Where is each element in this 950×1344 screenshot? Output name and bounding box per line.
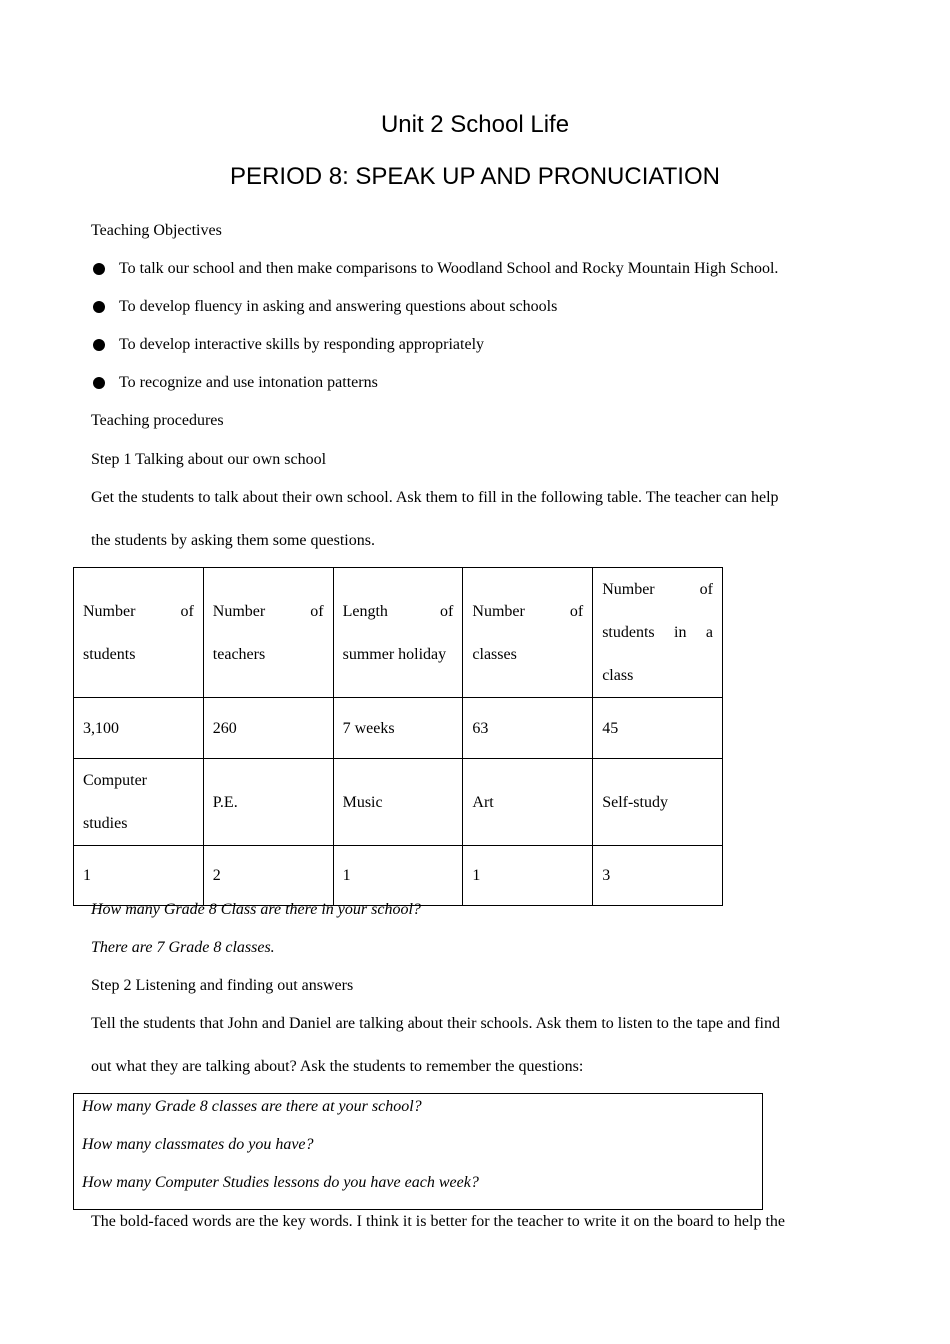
table-row bbox=[74, 568, 723, 698]
table-cell: 45 bbox=[593, 698, 723, 759]
table-cell: 63 bbox=[463, 698, 593, 759]
table-cell: P.E. bbox=[203, 759, 333, 846]
table-row bbox=[74, 846, 723, 906]
table-cell: 260 bbox=[203, 698, 333, 759]
table-cell: Art bbox=[463, 759, 593, 846]
table-cell: 1 bbox=[333, 846, 463, 906]
bullet-icon bbox=[93, 377, 105, 389]
question-item: How many Grade 8 classes are there at your school? bbox=[82, 1098, 422, 1115]
procedures-heading: Teaching procedures bbox=[91, 412, 224, 429]
table-cell: 3 bbox=[593, 846, 723, 906]
table-cell: Number of students bbox=[74, 568, 204, 698]
table-cell: 3,100 bbox=[74, 698, 204, 759]
table-cell: 1 bbox=[74, 846, 204, 906]
table-cell: Music bbox=[333, 759, 463, 846]
question-item: How many classmates do you have? bbox=[82, 1136, 314, 1153]
bullet-icon bbox=[93, 339, 105, 351]
closing-paragraph: The bold-faced words are the key words. I think it is better for the teacher to write it on the board to help the bbox=[91, 1213, 785, 1230]
table-row bbox=[74, 698, 723, 759]
table-cell: Number of students in a class bbox=[593, 568, 723, 698]
table-cell: 2 bbox=[203, 846, 333, 906]
table-cell: 7 weeks bbox=[333, 698, 463, 759]
table-cell: Self-study bbox=[593, 759, 723, 846]
step2-text: out what they are talking about? Ask the students to remember the questions: bbox=[91, 1058, 584, 1075]
period-title: PERIOD 8: SPEAK UP AND PRONUCIATION bbox=[230, 163, 720, 190]
objective-item: To develop interactive skills by responding appropriately bbox=[119, 336, 485, 353]
example-question: How many Grade 8 Class are there in your school? bbox=[91, 901, 421, 918]
question-item: How many Computer Studies lessons do you have each week? bbox=[82, 1174, 479, 1191]
step1-text: the students by asking them some questions. bbox=[91, 532, 375, 549]
step1-text: Get the students to talk about their own school. Ask them to fill in the following table. The teacher can help bbox=[91, 489, 779, 506]
objectives-heading: Teaching Objectives bbox=[91, 222, 222, 239]
table-cell: Number of teachers bbox=[203, 568, 333, 698]
school-info-table bbox=[73, 567, 723, 906]
table-cell: Length of summer holiday bbox=[333, 568, 463, 698]
unit-title: Unit 2 School Life bbox=[380, 111, 570, 138]
table-cell: Number of classes bbox=[463, 568, 593, 698]
step2-heading: Step 2 Listening and finding out answers bbox=[91, 977, 354, 994]
example-answer: There are 7 Grade 8 classes. bbox=[91, 939, 275, 956]
objective-item: To recognize and use intonation patterns bbox=[119, 374, 378, 391]
table-cell: Computer studies bbox=[74, 759, 204, 846]
objective-item: To develop fluency in asking and answering questions about schools bbox=[119, 298, 558, 315]
table-cell: 1 bbox=[463, 846, 593, 906]
step1-heading: Step 1 Talking about our own school bbox=[91, 451, 327, 468]
bullet-icon bbox=[93, 301, 105, 313]
step2-text: Tell the students that John and Daniel are talking about their schools. Ask them to listen to the tape and find bbox=[91, 1015, 780, 1032]
bullet-icon bbox=[93, 263, 105, 275]
objective-item: To talk our school and then make comparisons to Woodland School and Rocky Mountain High School. bbox=[119, 260, 779, 277]
table-row bbox=[74, 759, 723, 846]
